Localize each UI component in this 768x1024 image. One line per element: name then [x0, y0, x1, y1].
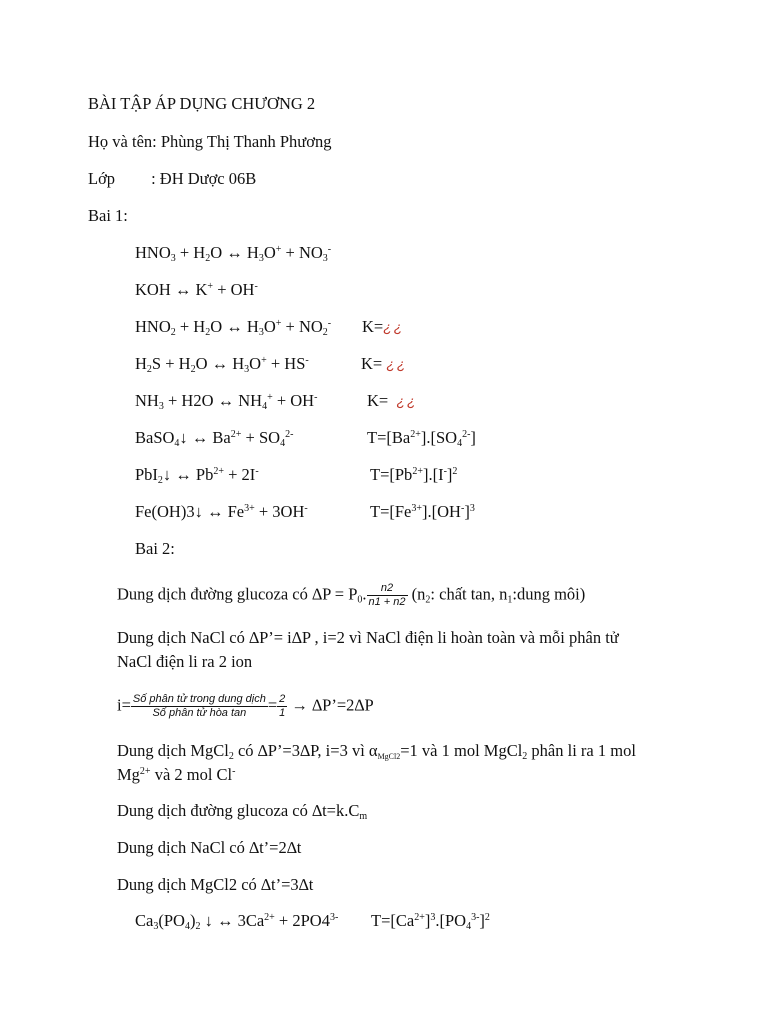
- k-expression-h2s: K= ¿¿: [361, 354, 408, 373]
- placeholder-glyph: ¿¿: [396, 393, 418, 409]
- nacl-vapor-pressure-line-2: NaCl điện li ra 2 ion: [117, 652, 253, 671]
- nacl-boiling-point-line: Dung dịch NaCl có ∆t’=2∆t: [117, 838, 302, 857]
- ratio-value: $\frac{2}{1}$: [279, 693, 286, 719]
- mole-fraction: $\frac{n2}{n1 + n2}$: [368, 582, 406, 608]
- k-expression-hno2: K=¿¿: [362, 317, 405, 336]
- placeholder-glyph: ¿¿: [386, 356, 408, 372]
- particle-ratio: $\frac{\text{Số phân tử trong dung dịch}}{\text{Số phân tử hòa tan}}$: [132, 693, 266, 719]
- k-expression-nh3: K= ¿¿: [367, 391, 418, 410]
- equation-hno2: $HNO_2 + H_2O$ ↔ $H_3O^+ + NO_2^-$: [135, 317, 332, 338]
- mgcl2-vapor-pressure-line-2: $Mg^{2+}$ và 2 mol Cl-: [117, 765, 236, 784]
- t-expression-baso4: $T=[Ba^{2+}].[SO_4^{2-}]$: [367, 428, 476, 449]
- placeholder-glyph: ¿¿: [383, 319, 405, 335]
- class-value: : ĐH Dược 06B: [151, 169, 257, 188]
- class-line: [88, 169, 256, 189]
- equation-baso4: BaSO$_4$↓ ↔ $Ba^{2+} + SO_4^{2-}$: [135, 428, 294, 449]
- t-expression-pbi2: $T=[Pb^{2+}].[I^-]^2$: [370, 465, 458, 484]
- t-expression-feoh3: $T=[Fe^{3+}].[OH^-]^3$: [370, 502, 475, 521]
- equation-feoh3: Fe(OH)3↓ ↔ $Fe^{3+} + 3OH^-$: [135, 502, 308, 521]
- vant-hoff-factor-line: i= $\frac{\text{Số phân tử trong dung dịch}}{\text{Số phân tử hòa tan}}$ = $\frac{2}{1}$ → ∆P’=2∆P: [117, 693, 374, 719]
- exercise-2-heading: Bai 2:: [135, 539, 175, 558]
- exercise-1-heading: Bai 1:: [88, 206, 128, 225]
- equation-pbi2: PbI$_2$↓ ↔ $Pb^{2+} + 2I^-$: [135, 465, 259, 486]
- student-name: Họ và tên: Phùng Thị Thanh Phương: [88, 132, 332, 151]
- equation-h2s: $H_2S + H_2O$ ↔ $H_3O^+ + HS^-$: [135, 354, 309, 375]
- glucose-vapor-pressure-line: Dung dịch đường glucoza có $\Delta P = P_0$. $\frac{n2}{n1 + n2}$ ($n_2$: chất tan, $n_1:dung$ môi): [117, 582, 586, 608]
- equation-koh: KOH ↔ K+ + OH-: [135, 280, 258, 299]
- document-title: BÀI TẬP ÁP DỤNG CHƯƠNG 2: [88, 94, 316, 113]
- mgcl2-vapor-pressure-line-1: Dung dịch MgCl$_2$ có ∆P’=3∆P, i=3 vì $\alpha_{MgCl2}=1$ và 1 mol MgCl$_2$ phân li ra 1 mol: [117, 741, 636, 762]
- equation-nh3: $NH_3 + H2O$ ↔ $NH_4^+ + OH^-$: [135, 391, 318, 412]
- t-expression-ca3po42: $T=[Ca^{2+}]^3.[PO_4^{3-}]^2$: [371, 911, 490, 932]
- glucose-boiling-point-line: Dung dịch đường glucoza có $\Delta t=k.C_m$: [117, 801, 368, 822]
- nacl-vapor-pressure-line-1: Dung dịch NaCl có ∆P’= i∆P , i=2 vì NaCl điện li hoàn toàn và mỗi phân tử: [117, 628, 619, 647]
- equation-hno3: $HNO_3 + H_2O$ ↔ $H_3O^+ + NO_3^-$: [135, 243, 332, 264]
- mgcl2-boiling-point-line: Dung dịch MgCl2 có ∆t’=3∆t: [117, 875, 314, 894]
- class-label: Lớp: [88, 169, 116, 188]
- equation-ca3po42: $Ca_3(PO_4)_2$ ↓ ↔ $3Ca^{2+} + 2PO4^{3-}$: [135, 911, 339, 932]
